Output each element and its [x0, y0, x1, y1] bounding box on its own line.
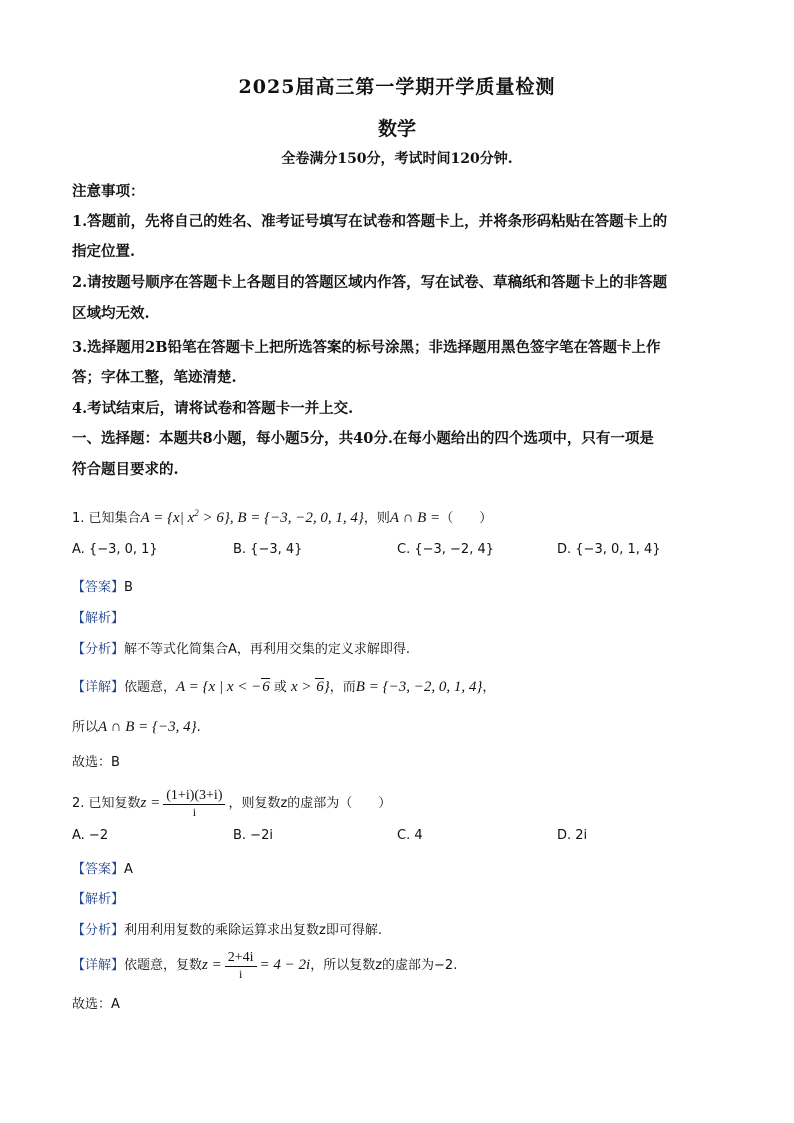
- q1-detail-c: ，: [482, 680, 496, 695]
- q1-detail-sqrt2: 6: [316, 679, 324, 695]
- q1-option-c: C. {−3, −2, 4}: [397, 542, 495, 557]
- note-1a: 1.答题前，先将自己的姓名、准考证号填写在试卷和答题卡上，并将条形码粘贴在答题卡上的: [72, 213, 668, 230]
- exam-title: 2025届高三第一学期开学质量检测: [238, 76, 556, 98]
- q1-analysis-tag: 【解析】: [72, 611, 125, 626]
- q2-frac-num: (1+i)(3+i): [163, 787, 225, 805]
- q1-detail-set2-text: x >: [291, 679, 316, 695]
- q2-answer-tag: 【答案】: [72, 862, 125, 877]
- q1-set-a-exp: 2: [194, 508, 199, 518]
- q1-detail-or: 或: [269, 680, 291, 695]
- q1-stem-mid: ，则: [363, 511, 390, 526]
- q1-detail-bset: B = {−3, −2, 0, 1, 4}: [355, 679, 483, 695]
- q2-fraction: [163, 787, 225, 820]
- q1-set-a: [141, 510, 230, 526]
- q1-paren: （ ）: [440, 511, 493, 526]
- q1-detail-a: 依题意，: [124, 680, 177, 695]
- q1-so-prefix: 所以: [72, 720, 99, 735]
- q1-fenxi-tag: 【分析】: [72, 642, 125, 657]
- q2-detail-line: [72, 948, 457, 983]
- q1-so-expr: A ∩ B = {−3, 4}: [98, 719, 197, 735]
- q2-frac-den: i: [192, 805, 197, 819]
- q1-set-b: , B = {−3, −2, 0, 1, 4}: [229, 510, 364, 526]
- q1-set-a-text: A = {x| x: [140, 510, 195, 526]
- q1-set-a-end: > 6}: [198, 510, 230, 526]
- q1-fenxi: 解不等式化简集合A，再利用交集的定义求解即得.: [124, 642, 411, 657]
- q1-detail-set-text: A = {x | x < −: [176, 679, 262, 695]
- q1-choose: 故选：B: [72, 755, 120, 770]
- q2-answer: A: [124, 862, 133, 877]
- q1-so-end: .: [196, 720, 201, 735]
- q2-option-c: C. 4: [397, 828, 423, 843]
- q1-analysis-line: [72, 609, 124, 629]
- q1-intersect: A ∩ B =: [389, 510, 441, 526]
- q2-fenxi-tag: 【分析】: [72, 923, 125, 938]
- q1-detail-set: [176, 678, 270, 695]
- q2-z-eq: z =: [140, 795, 161, 811]
- q1-option-d: D. {−3, 0, 1, 4}: [557, 542, 661, 557]
- q1-option-b: B. {−3, 4}: [233, 542, 303, 557]
- q1-detail-set2: [291, 678, 330, 695]
- note-2b: 区域均无效.: [72, 305, 150, 322]
- q1-detail-b: ，而: [329, 680, 356, 695]
- note-1b: 指定位置.: [72, 243, 136, 260]
- q1-detail-tag: 【详解】: [72, 680, 125, 695]
- q1-fenxi-line: [72, 640, 410, 660]
- q2-answer-line: [72, 860, 133, 880]
- q2-detail-b: ，所以复数z的虚部为−2.: [310, 958, 458, 973]
- q1-stem-prefix: 1. 已知集合: [72, 511, 141, 526]
- q2-analysis-tag: 【解析】: [72, 892, 125, 907]
- q2-detail-z: z =: [202, 957, 222, 973]
- q1-detail-end: }: [323, 679, 330, 695]
- q1-so-line: [72, 717, 201, 738]
- q2-option-d: D. 2i: [557, 828, 588, 843]
- q2-stem-end: ，则复数z的虚部为（ ）: [228, 796, 392, 811]
- note-3b: 答；字体工整，笔迹清楚.: [72, 369, 237, 386]
- q2-detail-den: i: [238, 967, 243, 981]
- q2-option-a: A. −2: [72, 828, 109, 843]
- notes-heading: 注意事项：: [72, 183, 145, 200]
- q2-stem-prefix: 2. 已知复数: [72, 796, 141, 811]
- section1-heading-b: 符合题目要求的.: [72, 461, 179, 478]
- q2-stem: [72, 786, 391, 821]
- q1-option-a: A. {−3, 0, 1}: [72, 542, 158, 557]
- q2-fenxi: 利用利用复数的乘除运算求出复数z即可得解.: [124, 923, 382, 938]
- q2-detail-eq: = 4 − 2i: [259, 957, 311, 973]
- note-3a: 3.选择题用2B铅笔在答题卡上把所选答案的标号涂黑；非选择题用黑色签字笔在答题卡上作: [72, 339, 661, 356]
- q2-fenxi-line: [72, 921, 382, 941]
- q2-detail-num: 2+4i: [225, 949, 257, 967]
- q2-detail-a: 依题意，复数: [124, 958, 203, 973]
- q1-answer: B: [124, 580, 133, 595]
- q1-stem: [72, 503, 492, 529]
- q2-detail-tag: 【详解】: [72, 958, 125, 973]
- q1-detail-sqrt1: 6: [262, 679, 270, 695]
- q2-choose: 故选：A: [72, 997, 120, 1012]
- note-4: 4.考试结束后，请将试卷和答题卡一并上交.: [72, 400, 354, 417]
- exam-info: 全卷满分150分，考试时间120分钟.: [281, 151, 513, 167]
- q1-answer-line: [72, 578, 133, 598]
- q2-detail-fraction: [225, 949, 257, 982]
- subject-title: 数学: [377, 118, 416, 140]
- q2-analysis-line: [72, 890, 124, 910]
- q1-answer-tag: 【答案】: [72, 580, 125, 595]
- q1-detail-line: [72, 677, 495, 698]
- section1-heading-a: 一、选择题：本题共8小题，每小题5分，共40分.在每小题给出的四个选项中，只有一项是: [72, 430, 654, 447]
- note-2a: 2.请按题号顺序在答题卡上各题目的答题区域内作答，写在试卷、草稿纸和答题卡上的非答题: [72, 274, 668, 291]
- q2-option-b: B. −2i: [233, 828, 273, 843]
